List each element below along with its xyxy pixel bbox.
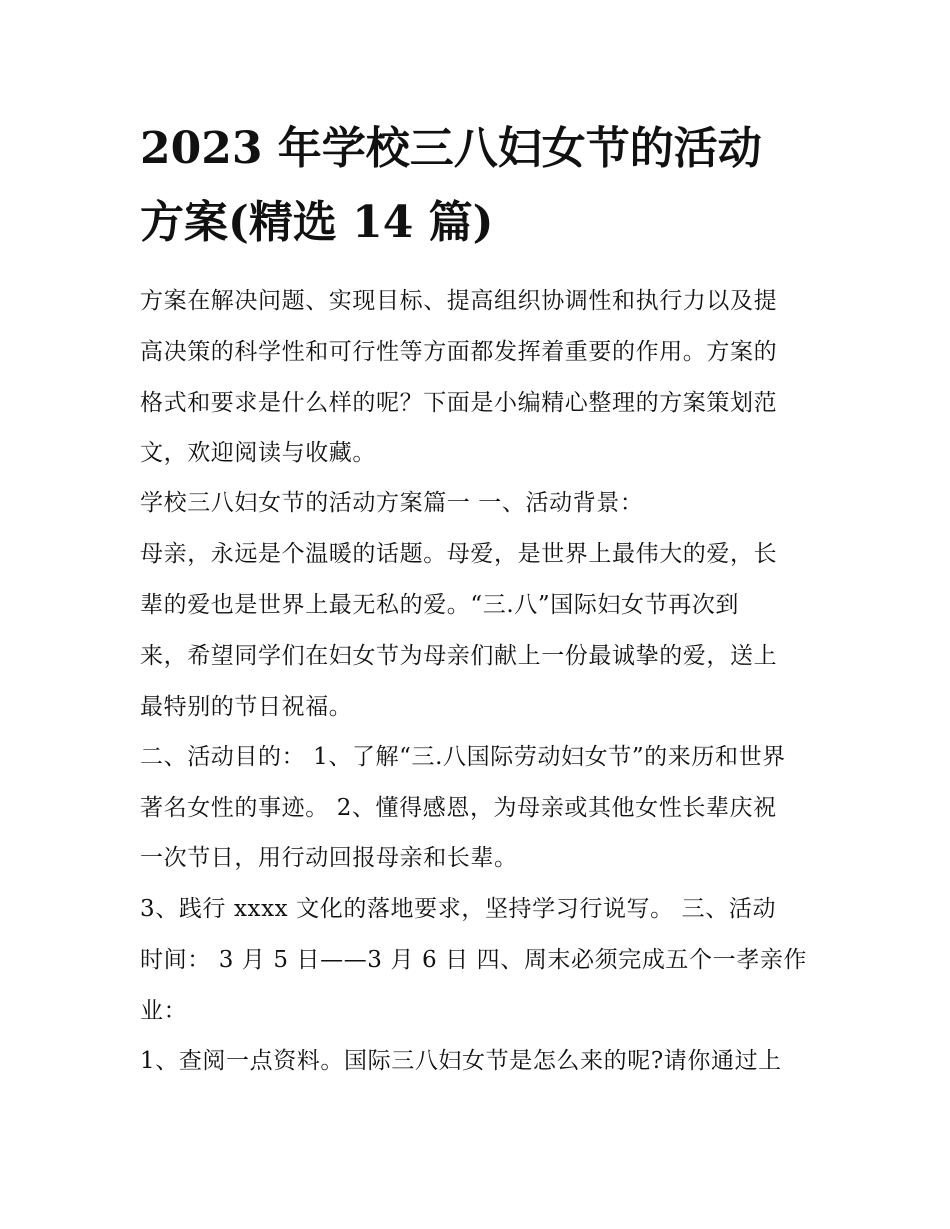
body-line-16: 1、查阅一点资料。国际三八妇女节是怎么来的呢?请你通过上 [140, 1048, 782, 1074]
body-line-4: 文，欢迎阅读与收藏。 [140, 440, 376, 466]
body-line-8: 来，希望同学们在妇女节为母亲们献上一份最诚挚的爱，送上 [140, 643, 778, 669]
body-line-14: 时间： 3 月 5 日——3 月 6 日 四、周末必须完成五个一孝亲作 [140, 947, 808, 973]
body-line-15: 业： [140, 998, 188, 1024]
title-line-1: 2023 年学校三八妇女节的活动 [140, 123, 762, 174]
body-line-9: 最特别的节日祝福。 [140, 694, 353, 720]
body-line-13: 3、践行 xxxx 文化的落地要求，坚持学习行说写。 三、活动 [140, 896, 777, 922]
body-line-10: 二、活动目的： 1、了解“三.八国际劳动妇女节”的来历和世界 [140, 744, 786, 770]
body-line-1: 方案在解决问题、实现目标、提高组织协调性和执行力以及提 [140, 288, 778, 314]
body-line-12: 一次节日，用行动回报母亲和长辈。 [140, 845, 518, 871]
body-line-2: 高决策的科学性和可行性等方面都发挥着重要的作用。方案的 [140, 339, 778, 365]
body-line-11: 著名女性的事迹。 2、懂得感恩，为母亲或其他女性长辈庆祝 [140, 795, 777, 821]
title-line-2: 方案(精选 14 篇) [140, 197, 494, 248]
body-line-6: 母亲，永远是个温暖的话题。母爱，是世界上最伟大的爱，长 [140, 541, 778, 567]
body-line-7: 辈的爱也是世界上最无私的爱。“三.八”国际妇女节再次到 [140, 592, 740, 618]
document-title [140, 112, 820, 260]
body-line-5: 学校三八妇女节的活动方案篇一 一、活动背景： [140, 490, 644, 516]
body-line-3: 格式和要求是什么样的呢？下面是小编精心整理的方案策划范 [140, 390, 778, 416]
